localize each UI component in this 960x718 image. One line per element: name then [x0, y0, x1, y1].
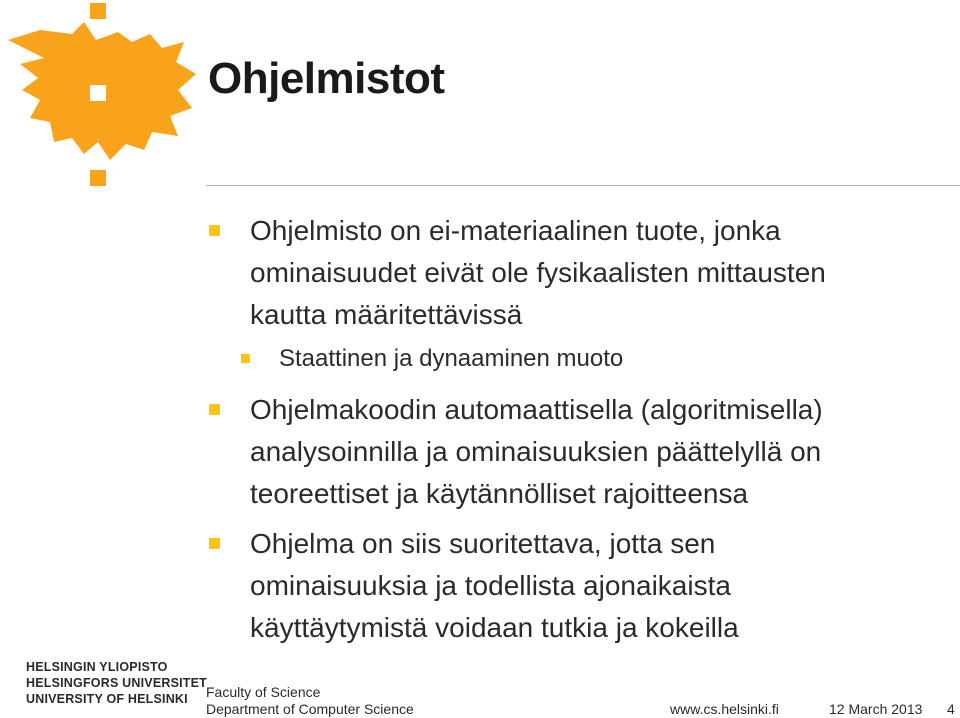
university-name-sv: HELSINGFORS UNIVERSITET	[26, 676, 208, 690]
bullet-line: teoreettiset ja käytännölliset rajoitteensa	[250, 478, 749, 509]
university-name	[26, 659, 207, 707]
bullet-line: ominaisuudet eivät ole fysikaalisten mittausten	[250, 257, 826, 288]
footer-faculty-block	[206, 684, 414, 718]
bullet-line: Ohjelmakoodin automaattisella (algoritmisella)	[250, 394, 823, 425]
bullet-line: ominaisuuksia ja todellista ajonaikaista	[250, 570, 731, 601]
slide-date: 12 March 2013	[829, 701, 923, 717]
bullet-line: analysoinnilla ja ominaisuuksien päättelyllä on	[250, 436, 822, 467]
bullet-item	[250, 389, 823, 515]
bullet-item	[250, 210, 826, 336]
university-name-fi: HELSINGIN YLIOPISTO	[26, 660, 168, 674]
bullet-square-icon	[209, 225, 220, 236]
bullet-line: käyttäytymistä voidaan tutkia ja kokeilla	[250, 612, 739, 643]
title-divider	[206, 185, 960, 186]
bullet-line: kautta määritettävissä	[250, 299, 523, 330]
page-number: 4	[947, 701, 955, 717]
bullet-square-icon	[209, 404, 220, 415]
sub-bullet-square-icon	[241, 354, 250, 363]
website-link[interactable]: www.cs.helsinki.fi	[670, 701, 779, 717]
slide-title: Ohjelmistot	[208, 54, 445, 103]
bullet-line: Staattinen ja dynaaminen muoto	[279, 345, 624, 372]
sub-bullet-item	[279, 343, 623, 375]
university-name-en: UNIVERSITY OF HELSINKI	[26, 692, 188, 706]
faculty-name: Faculty of Science	[206, 684, 321, 700]
bullet-item	[250, 523, 739, 649]
bullet-square-icon	[209, 538, 220, 549]
department-name: Department of Computer Science	[206, 701, 414, 717]
bullet-line: Ohjelmisto on ei-materiaalinen tuote, jonka	[250, 215, 781, 246]
university-flame-logo-icon	[0, 0, 200, 200]
bullet-line: Ohjelma on siis suoritettava, jotta sen	[250, 528, 716, 559]
